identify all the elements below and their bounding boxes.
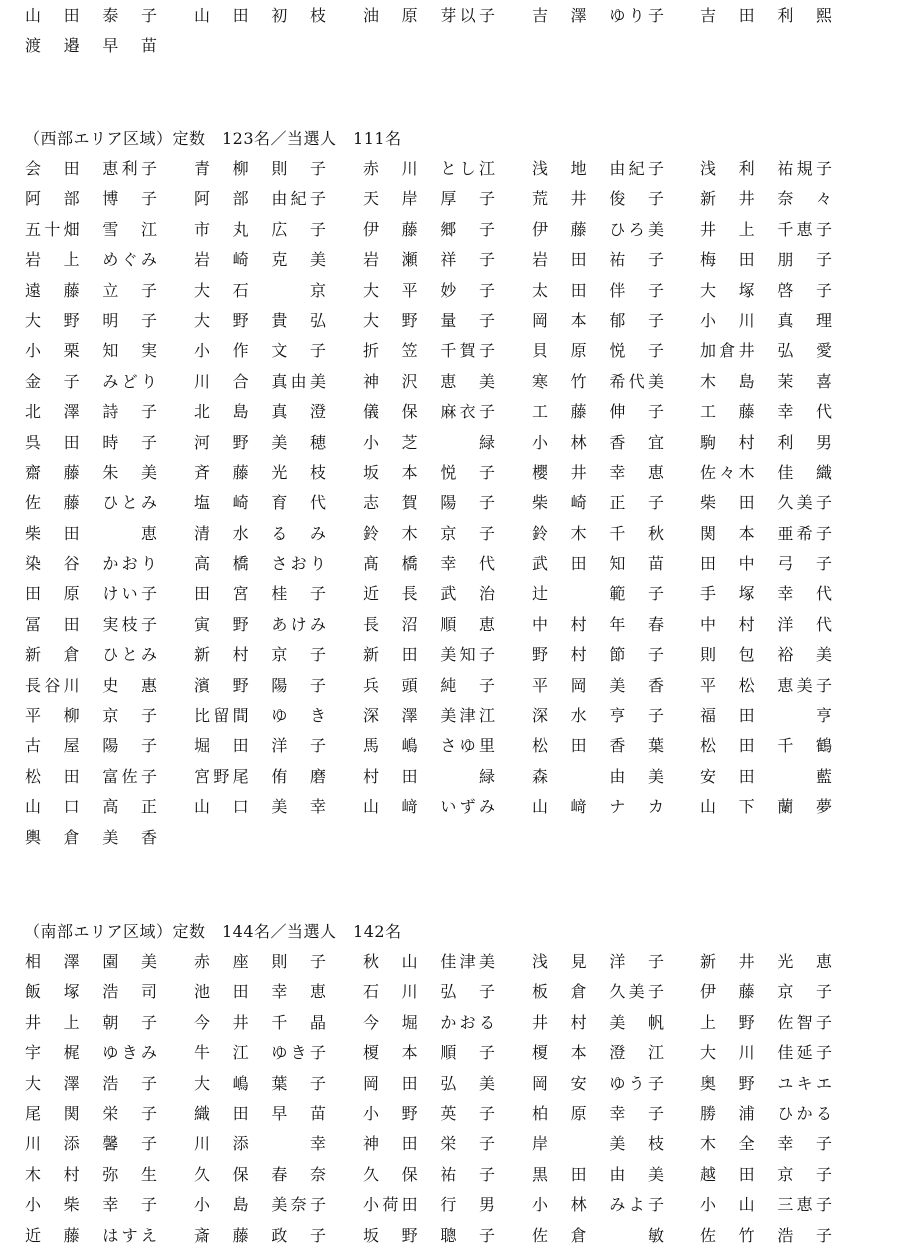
member-name: 井 上 千 恵 子: [700, 219, 832, 239]
member-name: 髙 橋 幸 代: [363, 554, 495, 574]
member-name: 小 栗 知 実: [25, 341, 157, 361]
member-name: 織 田 早 苗: [194, 1103, 326, 1123]
member-name: 神 田 栄 子: [363, 1134, 495, 1154]
member-name: 野 村 節 子: [532, 645, 664, 665]
member-name: 太 田 伴 子: [532, 280, 664, 300]
member-name: 吉 田 利 熙: [700, 6, 832, 25]
member-name: 松 田 千 鶴: [700, 736, 832, 756]
name-row: [0, 950, 900, 980]
member-name: 松 田 富 佐 子: [25, 766, 157, 786]
member-name: 櫻 井 幸 恵: [532, 462, 664, 482]
member-name: 塩 崎 育 代: [194, 493, 326, 513]
member-name: 尾 関 栄 子: [25, 1103, 157, 1123]
member-name: 新 倉 ひ と み: [25, 645, 157, 665]
name-row: [0, 674, 900, 704]
member-name: 今 井 千 晶: [194, 1012, 326, 1032]
member-name: 新 井 光 恵: [700, 952, 832, 971]
member-name: 柏 原 幸 子: [532, 1103, 664, 1123]
name-row: [0, 522, 900, 552]
name-row: [0, 187, 900, 217]
member-name: 平 岡 美 香: [532, 675, 664, 695]
name-row: [0, 218, 900, 248]
name-row: [0, 279, 900, 309]
member-name: 小 芝 緑: [363, 432, 495, 452]
member-name: 渡 邉 早 苗: [25, 36, 157, 56]
name-row: [0, 34, 900, 64]
member-name: 北 澤 詩 子: [25, 402, 157, 422]
member-name: 儀 保 麻 衣 子: [363, 402, 495, 422]
name-row: [0, 339, 900, 369]
name-row: [0, 157, 900, 187]
member-name: 長 谷 川 史 惠: [25, 675, 157, 695]
name-row: [0, 552, 900, 582]
member-name: 浅 利 祐 規 子: [700, 159, 832, 178]
member-name: 佐 倉 敏: [532, 1225, 664, 1245]
member-name: 遠 藤 立 子: [25, 280, 157, 300]
member-name: 寒 竹 希 代 美: [532, 371, 664, 391]
member-name: 小 柴 幸 子: [25, 1195, 157, 1215]
member-name: 川 合 真 由 美: [194, 371, 326, 391]
member-name: 宇 梶 ゆ き み: [25, 1043, 157, 1063]
member-name: 坂 野 聰 子: [363, 1225, 495, 1245]
member-name: 山 口 高 正: [25, 797, 157, 817]
member-name: 兵 頭 純 子: [363, 675, 495, 695]
member-name: 松 田 香 葉: [532, 736, 664, 756]
member-name: 赤 川 と し 江: [363, 159, 495, 178]
member-name: 小 野 英 子: [363, 1103, 495, 1123]
member-name: 小 山 三 恵 子: [700, 1195, 832, 1215]
member-name: 荒 井 俊 子: [532, 189, 664, 209]
member-name: 岩 上 め ぐ み: [25, 250, 157, 270]
member-name: 北 島 真 澄: [194, 402, 326, 422]
name-row: [0, 734, 900, 764]
member-name: 駒 村 利 男: [700, 432, 832, 452]
member-name: 大 平 妙 子: [363, 280, 495, 300]
member-name: 吉 澤 ゆ り 子: [532, 6, 664, 25]
member-name: 伊 藤 ひ ろ 美: [532, 219, 664, 239]
member-name: 井 上 朝 子: [25, 1012, 157, 1032]
name-row: [0, 613, 900, 643]
member-name: 森 由 美: [532, 766, 664, 786]
member-name: 長 沼 順 恵: [363, 614, 495, 634]
member-name: 加 倉 井 弘 愛: [700, 341, 832, 361]
member-name: 中 村 洋 代: [700, 614, 832, 634]
member-name: 工 藤 伸 子: [532, 402, 664, 422]
member-name: 久 保 祐 子: [363, 1164, 495, 1184]
member-name: 木 全 幸 子: [700, 1134, 832, 1154]
member-name: 安 田 藍: [700, 766, 832, 786]
member-name: 則 包 裕 美: [700, 645, 832, 665]
name-row: [0, 1102, 900, 1132]
member-name: 大 野 明 子: [25, 310, 157, 330]
member-name: 小 作 文 子: [194, 341, 326, 361]
member-name: 相 澤 園 美: [25, 952, 157, 971]
member-name: 近 長 武 治: [363, 584, 495, 604]
member-name: 岡 本 郁 子: [532, 310, 664, 330]
name-row: [0, 370, 900, 400]
name-row: [0, 1163, 900, 1193]
member-name: 鈴 木 千 秋: [532, 523, 664, 543]
member-name: 上 野 佐 智 子: [700, 1012, 832, 1032]
name-row: [0, 4, 900, 34]
member-name: 新 田 美 知 子: [363, 645, 495, 665]
member-name: 小 林 み よ 子: [532, 1195, 664, 1215]
member-name: 石 川 弘 子: [363, 982, 495, 1002]
member-name: 古 屋 陽 子: [25, 736, 157, 756]
member-name: 山 田 泰 子: [25, 6, 157, 25]
member-name: 馬 嶋 さ ゆ 里: [363, 736, 495, 756]
member-name: 小 林 香 宜: [532, 432, 664, 452]
name-row: [0, 248, 900, 278]
member-name: 清 水 る み: [194, 523, 326, 543]
member-name: 大 嶋 葉 子: [194, 1073, 326, 1093]
member-name: 山 﨑 ナ カ: [532, 797, 664, 817]
name-row: [0, 582, 900, 612]
member-name: 冨 田 実 枝 子: [25, 614, 157, 634]
member-name: 村 田 緑: [363, 766, 495, 786]
member-name: 山 口 美 幸: [194, 797, 326, 817]
member-name: 岸 美 枝: [532, 1134, 664, 1154]
member-name: 河 野 美 穂: [194, 432, 326, 452]
member-name: 鈴 木 京 子: [363, 523, 495, 543]
member-name: 油 原 芽 以 子: [363, 6, 495, 25]
member-name: 山 田 初 枝: [194, 6, 326, 25]
member-name: 折 笠 千 賀 子: [363, 341, 495, 361]
member-name: 市 丸 広 子: [194, 219, 326, 239]
member-name: 大 野 量 子: [363, 310, 495, 330]
member-name: 小 川 真 理: [700, 310, 832, 330]
member-name: 岩 崎 克 美: [194, 250, 326, 270]
member-name: 木 村 弥 生: [25, 1164, 157, 1184]
member-name: 伊 藤 京 子: [700, 982, 832, 1002]
member-name: 柴 崎 正 子: [532, 493, 664, 513]
name-row: [0, 826, 900, 856]
member-name: 天 岸 厚 子: [363, 189, 495, 209]
member-name: 呉 田 時 子: [25, 432, 157, 452]
member-name: 佐 竹 浩 子: [700, 1225, 832, 1245]
member-name: 越 田 京 子: [700, 1164, 832, 1184]
name-row: [0, 980, 900, 1010]
member-name: 田 宮 桂 子: [194, 584, 326, 604]
name-row: [0, 704, 900, 734]
member-name: 深 水 亨 子: [532, 706, 664, 726]
member-name: 齋 藤 朱 美: [25, 462, 157, 482]
name-row: [0, 1193, 900, 1223]
member-name: 平 松 恵 美 子: [700, 675, 832, 695]
member-name: 辻 範 子: [532, 584, 664, 604]
member-name: 牛 江 ゆ き 子: [194, 1043, 326, 1063]
member-name: 会 田 恵 利 子: [25, 159, 157, 178]
member-name: 岡 田 弘 美: [363, 1073, 495, 1093]
member-name: 手 塚 幸 代: [700, 584, 832, 604]
member-name: 榎 本 澄 江: [532, 1043, 664, 1063]
member-name: 青 柳 則 子: [194, 159, 326, 178]
member-name: 大 塚 啓 子: [700, 280, 832, 300]
member-name: 山 﨑 い ず み: [363, 797, 495, 817]
member-name: 田 中 弓 子: [700, 554, 832, 574]
section-header: （南部エリア区域）定数 144名／当選人 142名: [24, 922, 402, 941]
member-name: 阿 部 博 子: [25, 189, 157, 209]
name-row: [0, 1072, 900, 1102]
name-row: [0, 309, 900, 339]
name-row: [0, 1011, 900, 1041]
member-name: 斎 藤 政 子: [194, 1225, 326, 1245]
name-row: [0, 1041, 900, 1071]
member-name: 池 田 幸 恵: [194, 982, 326, 1002]
member-name: 大 川 佳 延 子: [700, 1043, 832, 1063]
member-name: 大 石 京: [194, 280, 326, 300]
member-name: 川 添 幸: [194, 1134, 326, 1154]
member-name: 新 井 奈 々: [700, 189, 832, 209]
member-name: 大 野 貴 弘: [194, 310, 326, 330]
member-name: 久 保 春 奈: [194, 1164, 326, 1184]
name-row: [0, 765, 900, 795]
member-name: 木 島 茉 喜: [700, 371, 832, 391]
member-name: 小 荷 田 行 男: [363, 1195, 495, 1215]
member-name: 田 原 け い 子: [25, 584, 157, 604]
member-name: 関 本 亜 希 子: [700, 523, 832, 543]
name-row: [0, 1132, 900, 1162]
member-name: 佐 々 木 佳 織: [700, 462, 832, 482]
member-name: 伊 藤 郷 子: [363, 219, 495, 239]
member-name: 浅 見 洋 子: [532, 952, 664, 971]
member-name: 飯 塚 浩 司: [25, 982, 157, 1002]
member-name: 工 藤 幸 代: [700, 402, 832, 422]
member-name: 神 沢 恵 美: [363, 371, 495, 391]
member-name: 五 十 畑 雪 江: [25, 219, 157, 239]
member-name: 榎 本 順 子: [363, 1043, 495, 1063]
member-name: 貝 原 悦 子: [532, 341, 664, 361]
member-name: 秋 山 佳 津 美: [363, 952, 495, 971]
member-name: 斉 藤 光 枝: [194, 462, 326, 482]
member-name: 赤 座 則 子: [194, 952, 326, 971]
member-name: 井 村 美 帆: [532, 1012, 664, 1032]
member-name: 阿 部 由 紀 子: [194, 189, 326, 209]
member-name: 新 村 京 子: [194, 645, 326, 665]
member-name: 染 谷 か お り: [25, 554, 157, 574]
member-name: 寅 野 あ け み: [194, 614, 326, 634]
member-name: 佐 藤 ひ と み: [25, 493, 157, 513]
member-name: 志 賀 陽 子: [363, 493, 495, 513]
name-row: [0, 795, 900, 825]
member-name: 浅 地 由 紀 子: [532, 159, 664, 178]
name-row: [0, 461, 900, 491]
name-row: [0, 1224, 900, 1254]
name-grid: [0, 950, 900, 1254]
member-name: 今 堀 か お る: [363, 1012, 495, 1032]
member-name: 柴 田 恵: [25, 523, 157, 543]
name-grid: [0, 157, 900, 856]
name-row: [0, 491, 900, 521]
member-name: 平 柳 京 子: [25, 706, 157, 726]
member-name: 奥 野 ユ キ エ: [700, 1073, 832, 1093]
member-name: 高 橋 さ お り: [194, 554, 326, 574]
member-name: 岡 安 ゆ う 子: [532, 1073, 664, 1093]
member-name: 比 留 間 ゆ き: [194, 706, 326, 726]
member-name: 深 澤 美 津 江: [363, 706, 495, 726]
name-row: [0, 400, 900, 430]
member-name: 岩 瀬 祥 子: [363, 250, 495, 270]
member-name: 坂 本 悦 子: [363, 462, 495, 482]
name-row: [0, 643, 900, 673]
member-name: 小 島 美 奈 子: [194, 1195, 326, 1215]
member-name: 梅 田 朋 子: [700, 250, 832, 270]
member-name: 宮 野 尾 侑 磨: [194, 766, 326, 786]
member-name: 濱 野 陽 子: [194, 675, 326, 695]
member-name: 近 藤 は す え: [25, 1225, 157, 1245]
name-grid: [0, 4, 900, 65]
member-name: 岩 田 祐 子: [532, 250, 664, 270]
name-row: [0, 431, 900, 461]
member-name: 大 澤 浩 子: [25, 1073, 157, 1093]
member-name: 柴 田 久 美 子: [700, 493, 832, 513]
member-name: 武 田 知 苗: [532, 554, 664, 574]
member-name: 中 村 年 春: [532, 614, 664, 634]
member-name: 金 子 み ど り: [25, 371, 157, 391]
member-name: 堀 田 洋 子: [194, 736, 326, 756]
member-name: 板 倉 久 美 子: [532, 982, 664, 1002]
member-name: 福 田 亨: [700, 706, 832, 726]
member-name: 勝 浦 ひ か る: [700, 1103, 832, 1123]
member-name: 輿 倉 美 香: [25, 827, 157, 847]
section-header: （西部エリア区域）定数 123名／当選人 111名: [24, 129, 402, 148]
member-name: 川 添 馨 子: [25, 1134, 157, 1154]
member-name: 山 下 蘭 夢: [700, 797, 832, 817]
member-name: 黒 田 由 美: [532, 1164, 664, 1184]
